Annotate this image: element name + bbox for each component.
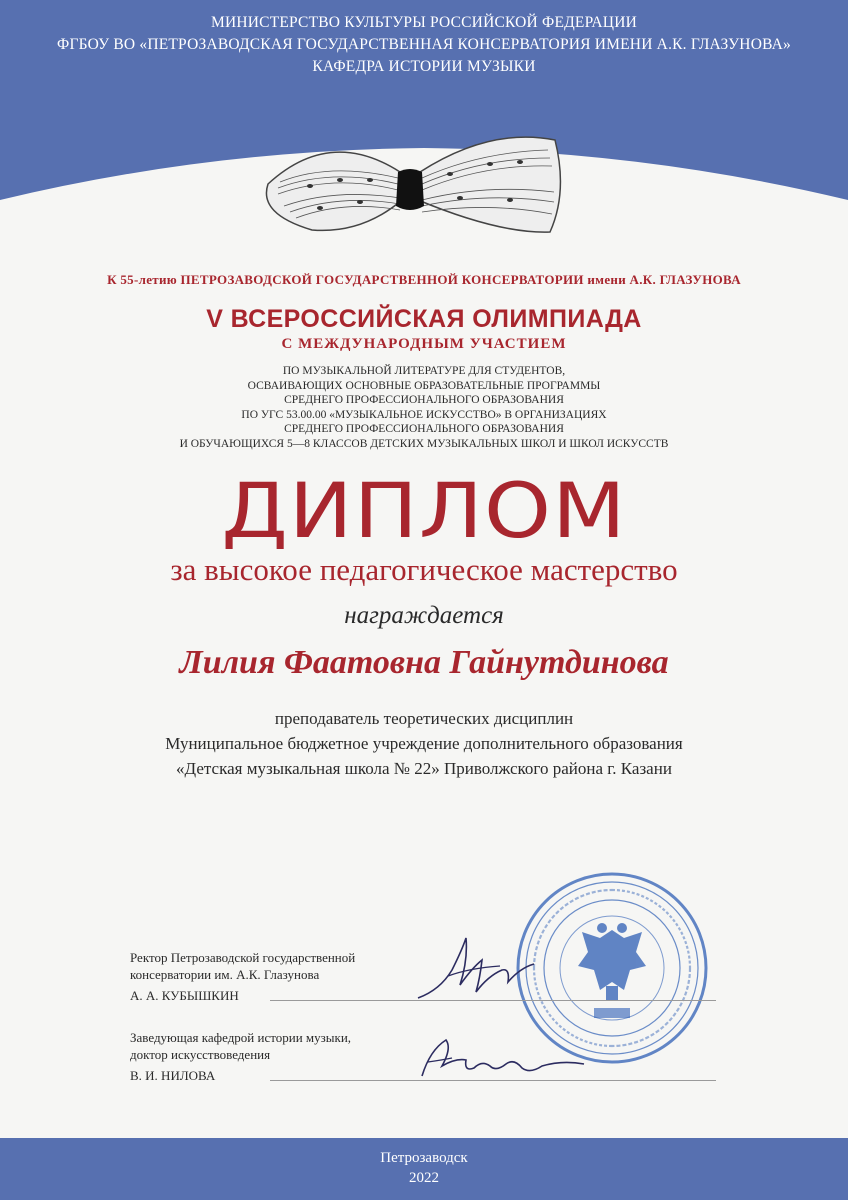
head-role: Заведующая кафедрой истории музыки,: [130, 1030, 352, 1045]
olympiad-description: [0, 364, 848, 452]
recipient-name: Лилия Фаатовна Гайнутдинова: [179, 644, 669, 681]
olympiad-title: V ВСЕРОССИЙСКАЯ ОЛИМПИАДА: [206, 305, 642, 333]
description-line: СРЕДНЕГО ПРОФЕССИОНАЛЬНОГО ОБРАЗОВАНИЯ: [284, 394, 564, 407]
signature-icon: [412, 1030, 592, 1091]
recipient-position: [0, 706, 848, 781]
footer-city: Петрозаводск: [380, 1150, 468, 1166]
footer-year: 2022: [409, 1170, 439, 1186]
diploma-title: ДИПЛОМ: [221, 466, 627, 555]
award-reason: за высокое педагогическое мастерство: [170, 552, 678, 587]
awarded-label: награждается: [344, 602, 504, 629]
rector-name: А. А. КУБЫШКИН: [130, 988, 239, 1003]
ministry-line: МИНИСТЕРСТВО КУЛЬТУРЫ РОССИЙСКОЙ ФЕДЕРАЦИИ: [211, 14, 637, 31]
head-signature-block: [130, 1030, 351, 1085]
footer: [0, 1138, 848, 1200]
bow-tie-icon: [250, 122, 570, 242]
rector-role: консерватории им. А.К. Глазунова: [130, 966, 320, 982]
anniversary-line: К 55-летию ПЕТРОЗАВОДСКОЙ ГОСУДАРСТВЕННОЙ КОНСЕРВАТОРИИ имени А.К. ГЛАЗУНОВА: [107, 272, 741, 287]
header: [0, 12, 848, 78]
description-line: ПО МУЗЫКАЛЬНОЙ ЛИТЕРАТУРЕ ДЛЯ СТУДЕНТОВ,: [282, 365, 566, 377]
description-line: И ОБУЧАЮЩИХСЯ 5—8 КЛАССОВ ДЕТСКИХ МУЗЫКАЛЬНЫХ ШКОЛ И ШКОЛ ИСКУССТВ: [179, 437, 669, 450]
rector-signature-block: [130, 950, 355, 1005]
description-line: ПО УГС 53.00.00 «МУЗЫКАЛЬНОЕ ИСКУССТВО» В ОРГАНИЗАЦИЯХ: [241, 408, 607, 421]
position-line: Муниципальное бюджетное учреждение дополнительного образования: [165, 734, 683, 753]
position-line: «Детская музыкальная школа № 22» Приволжского района г. Казани: [176, 759, 672, 778]
rector-role: Ректор Петрозаводской государственной: [130, 950, 356, 965]
head-name: В. И. НИЛОВА: [130, 1068, 216, 1083]
description-line: СРЕДНЕГО ПРОФЕССИОНАЛЬНОГО ОБРАЗОВАНИЯ: [284, 423, 564, 436]
head-role: доктор искусствоведения: [130, 1046, 271, 1062]
olympiad-subtitle: С МЕЖДУНАРОДНЫМ УЧАСТИЕМ: [281, 336, 567, 352]
institution-line: ФГБОУ ВО «ПЕТРОЗАВОДСКАЯ ГОСУДАРСТВЕННАЯ КОНСЕРВАТОРИЯ ИМЕНИ А.К. ГЛАЗУНОВА»: [57, 36, 791, 53]
description-line: ОСВАИВАЮЩИХ ОСНОВНЫЕ ОБРАЗОВАТЕЛЬНЫЕ ПРОГРАММЫ: [247, 379, 601, 392]
department-line: КАФЕДРА ИСТОРИИ МУЗЫКИ: [312, 58, 536, 75]
position-line: преподаватель теоретических дисциплин: [274, 709, 574, 728]
signature-icon: [410, 930, 550, 1015]
